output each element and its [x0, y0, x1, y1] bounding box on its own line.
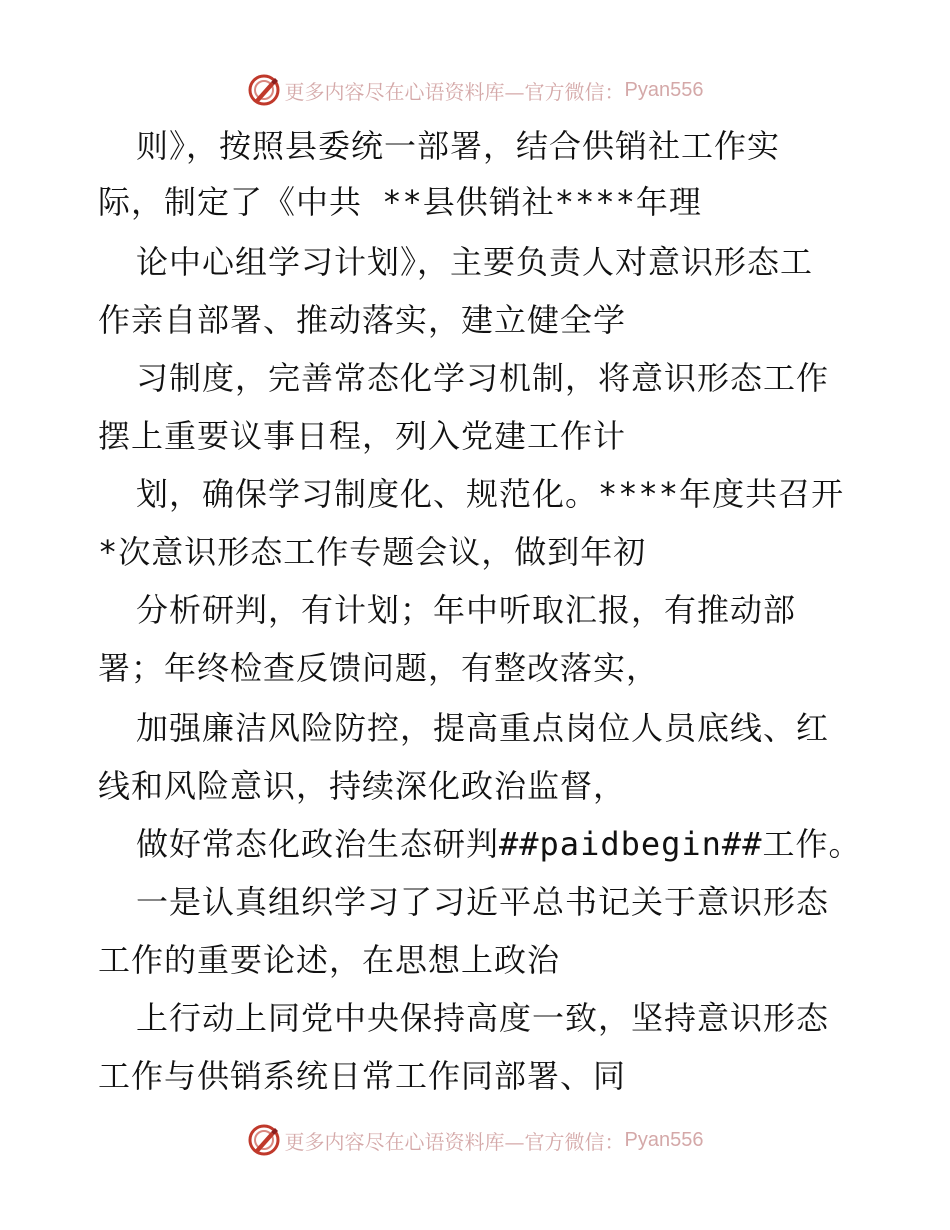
banner-text: 更多内容尽在心语资料库—官方微信：: [284, 79, 625, 104]
text-line: 一是认真组织学习了习近平总书记关于意识形态: [136, 883, 830, 921]
text-line: 际，制定了《中共 **县供销社****年理: [98, 183, 702, 221]
text-line: 划，确保学习制度化、规范化。****年度共召开: [136, 475, 845, 513]
footer-banner: [0, 1120, 950, 1160]
pen-circle-logo-icon: [247, 73, 281, 107]
text-line: 则》，按照县委统一部署，结合供销社工作实: [136, 127, 781, 165]
text-line: 习制度，完善常态化学习机制，将意识形态工作: [136, 359, 830, 397]
text-line: 署；年终检查反馈问题，有整改落实，: [98, 649, 660, 687]
text-line: 作亲自部署、推动落实，建立健全学: [98, 301, 627, 339]
text-line: 摆上重要议事日程，列入党建工作计: [98, 417, 627, 455]
text-line: 加强廉洁风险防控，提高重点岗位人员底线、红: [136, 709, 830, 747]
text-line: 上行动上同党中央保持高度一致，坚持意识形态: [136, 999, 830, 1037]
text-line: 分析研判，有计划；年中听取汇报，有推动部: [136, 591, 797, 629]
text-line: *次意识形态工作专题会议，做到年初: [98, 533, 647, 571]
text-line: 线和风险意识，持续深化政治监督，: [98, 767, 627, 805]
banner-wechat-id: Pyan556: [624, 78, 704, 101]
text-line: 做好常态化政治生态研判##paidbegin##工作。: [136, 825, 862, 863]
banner-wechat-id: Pyan556: [624, 1128, 704, 1151]
banner-text: 更多内容尽在心语资料库—官方微信：: [284, 1129, 625, 1154]
header-banner: [0, 70, 950, 110]
pen-circle-logo-icon: [247, 1123, 281, 1157]
text-line: 工作的重要论述，在思想上政治: [98, 941, 561, 979]
text-line: 论中心组学习计划》，主要负责人对意识形态工: [136, 243, 814, 281]
text-line: 工作与供销系统日常工作同部署、同: [98, 1057, 627, 1095]
